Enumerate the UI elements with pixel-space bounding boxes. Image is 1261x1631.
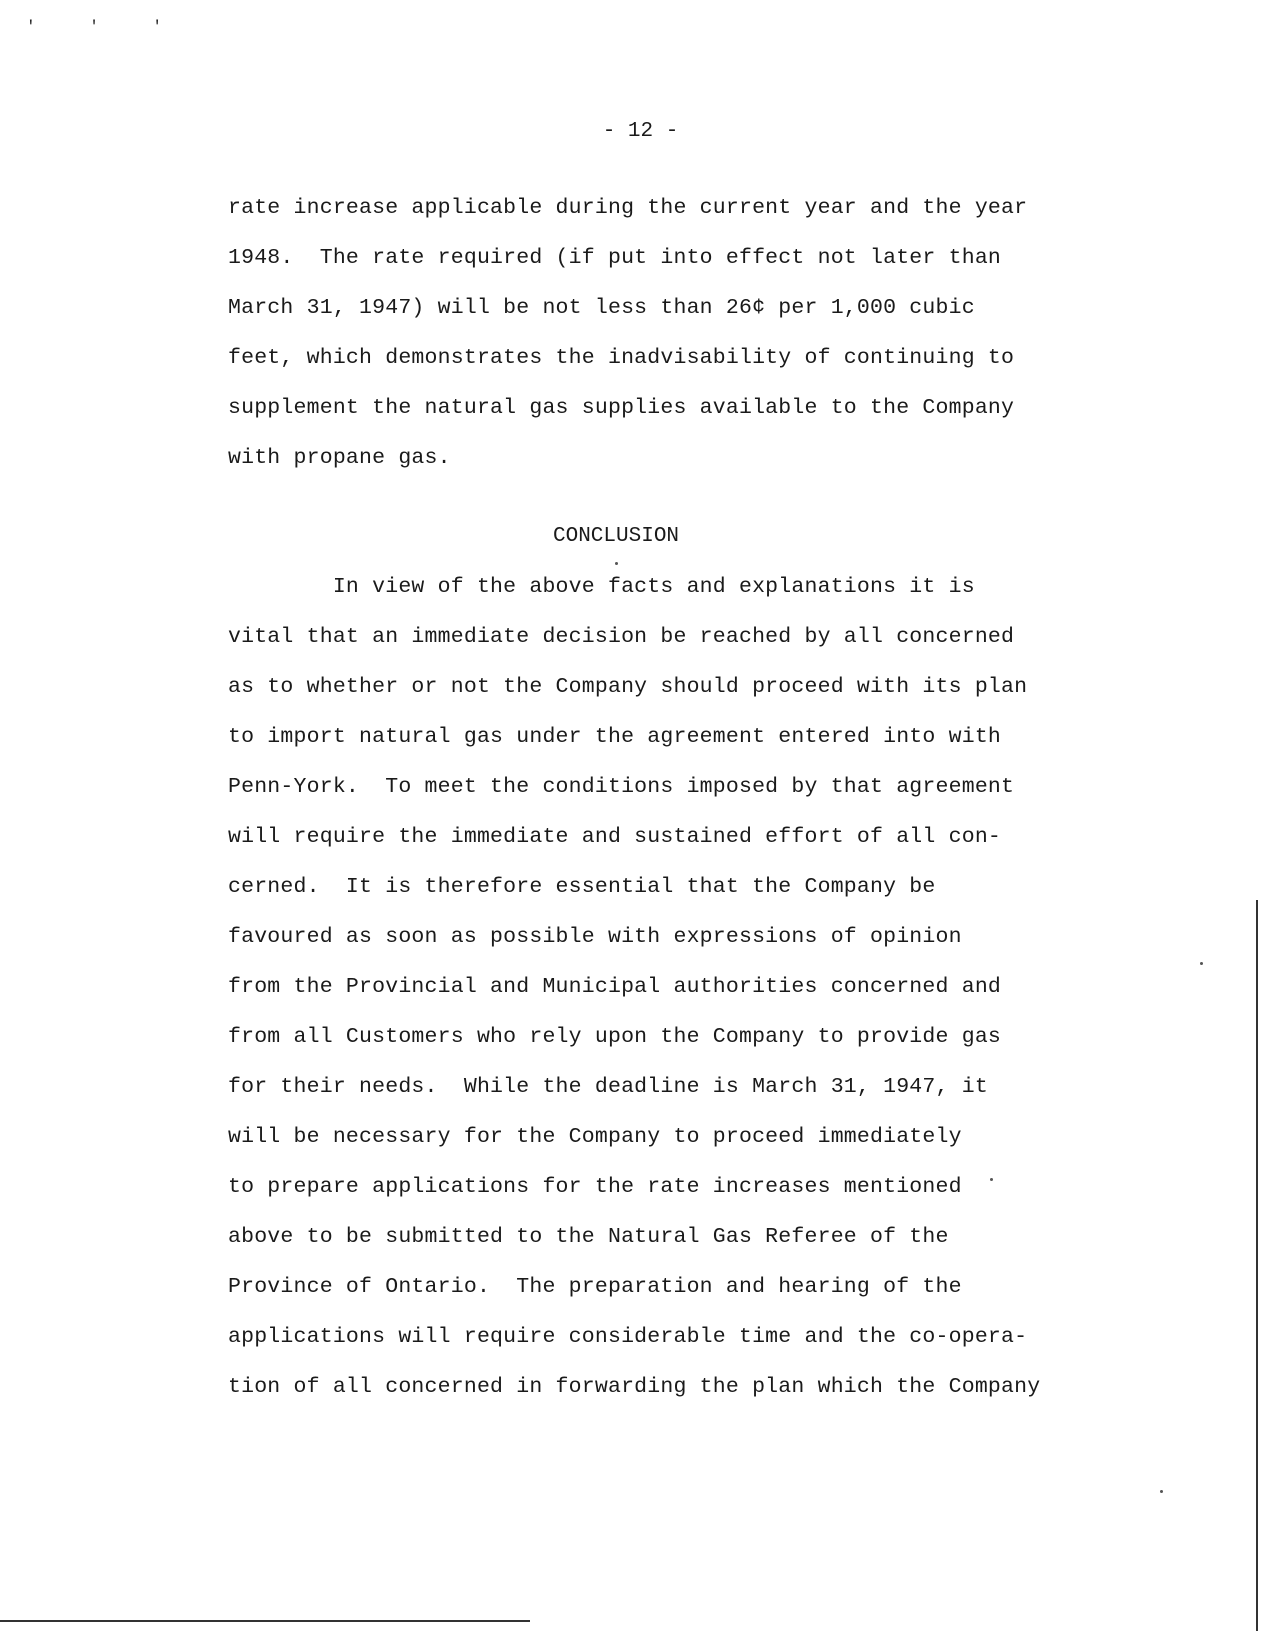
text-line: favoured as soon as possible with expressions of opinion [228, 925, 962, 949]
text-line: vital that an immediate decision be reached by all concerned [228, 625, 1015, 649]
text-line: Penn-York. To meet the conditions imposed by that agreement [228, 775, 1015, 799]
text-line: tion of all concerned in forwarding the plan which the Company [228, 1375, 1041, 1399]
scan-edge-line-bottom [0, 1620, 530, 1622]
page-number: - 12 - [602, 120, 679, 143]
corner-marks: ' ' ' [26, 18, 185, 36]
text-line: for their needs. While the deadline is March 31, 1947, it [228, 1075, 988, 1099]
text-line: will be necessary for the Company to proceed immediately [228, 1125, 962, 1149]
text-line: supplement the natural gas supplies available to the Company [228, 396, 1015, 420]
text-line: to prepare applications for the rate increases mentioned [228, 1175, 962, 1199]
text-line: 1948. The rate required (if put into effect not later than [228, 246, 1002, 270]
scan-speck [615, 562, 618, 565]
text-line: to import natural gas under the agreement entered into with [228, 725, 1002, 749]
text-line: March 31, 1947) will be not less than 26¢ per 1,000 cubic [228, 296, 975, 320]
text-line: from all Customers who rely upon the Company to provide gas [228, 1025, 1002, 1049]
text-line: from the Provincial and Municipal authorities concerned and [228, 975, 1002, 999]
scan-speck [1160, 1490, 1163, 1493]
scan-edge-line-right [1256, 900, 1258, 1631]
text-line: feet, which demonstrates the inadvisability of continuing to [228, 346, 1015, 370]
text-line: will require the immediate and sustained effort of all con- [228, 825, 1002, 849]
text-line: with propane gas. [228, 446, 451, 470]
section-heading-conclusion: CONCLUSION [553, 525, 680, 548]
scan-speck [990, 1178, 993, 1181]
text-line: applications will require considerable time and the co-opera- [228, 1325, 1028, 1349]
text-line: rate increase applicable during the current year and the year [228, 196, 1028, 220]
text-line: above to be submitted to the Natural Gas Referee of the [228, 1225, 949, 1249]
scan-speck [1200, 962, 1203, 965]
text-line: as to whether or not the Company should proceed with its plan [228, 675, 1028, 699]
text-line: In view of the above facts and explanations it is [228, 575, 975, 599]
text-line: Province of Ontario. The preparation and hearing of the [228, 1275, 962, 1299]
text-line: cerned. It is therefore essential that the Company be [228, 875, 936, 899]
